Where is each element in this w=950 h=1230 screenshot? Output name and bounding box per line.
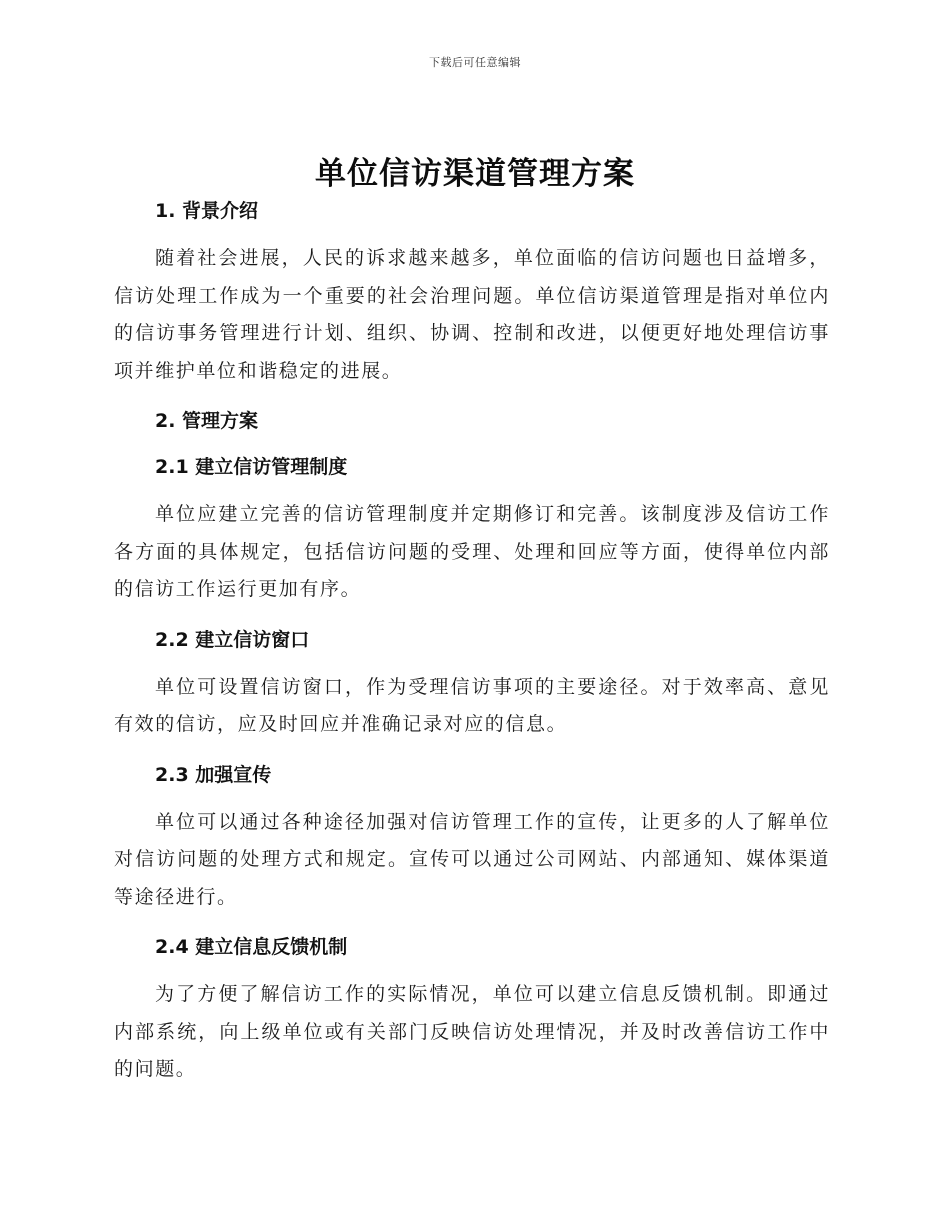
section-heading-2-2: 2.2 建立信访窗口 [155, 628, 310, 651]
section-heading-2-1: 2.1 建立信访管理制度 [155, 456, 348, 478]
section-paragraph-2-1: 单位应建立完善的信访管理制度并定期修订和完善。该制度涉及信访工作各方面的具体规定，包括信访问题的受理、处理和回应等方面，使得单位内部的信访工作运行更加有序。 [114, 503, 830, 600]
header-note: 下载后可任意编辑 [429, 56, 521, 69]
document-body [114, 194, 830, 1103]
section-heading-background: 1. 背景介绍 [155, 200, 259, 222]
section-paragraph-2-2: 单位可设置信访窗口，作为受理信访事项的主要途径。对于效率高、意见有效的信访，应及时回应并准确记录对应的信息。 [114, 675, 830, 735]
section-paragraph-2-3: 单位可以通过各种途径加强对信访管理工作的宣传，让更多的人了解单位对信访问题的处理方式和规定。宣传可以通过公司网站、内部通知、媒体渠道等途径进行。 [114, 810, 830, 908]
document-title: 单位信访渠道管理方案 [315, 156, 635, 192]
section-paragraph-background: 随着社会进展，人民的诉求越来越多，单位面临的信访问题也日益增多，信访处理工作成为一个重要的社会治理问题。单位信访渠道管理是指对单位内的信访事务管理进行计划、组织、协调、控制和改进，以便更好地处理信访事项并维护单位和谐稳定的进展。 [114, 247, 830, 382]
section-heading-plan: 2. 管理方案 [155, 410, 259, 432]
section-paragraph-2-4: 为了方便了解信访工作的实际情况，单位可以建立信息反馈机制。即通过内部系统，向上级单位或有关部门反映信访处理情况，并及时改善信访工作中的问题。 [114, 983, 830, 1080]
section-heading-2-4: 2.4 建立信息反馈机制 [155, 936, 348, 958]
section-heading-2-3: 2.3 加强宣传 [155, 763, 272, 786]
